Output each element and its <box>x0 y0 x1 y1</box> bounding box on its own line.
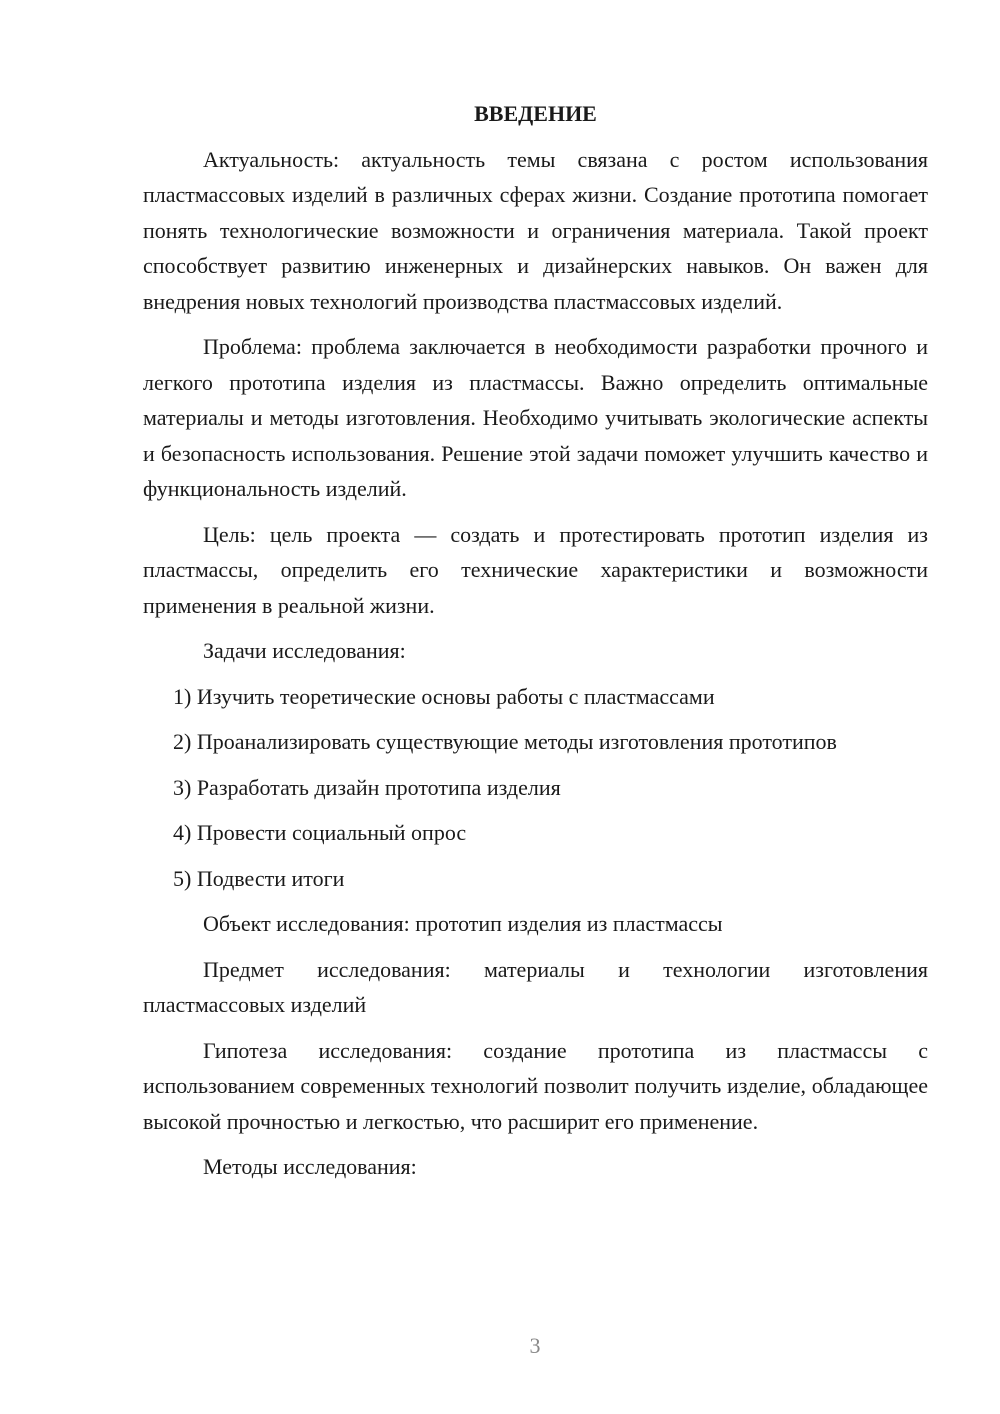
section-heading: ВВЕДЕНИЕ <box>474 101 597 126</box>
object-paragraph: Объект исследования: прототип изделия из пластмассы <box>203 911 723 936</box>
relevance-paragraph: Актуальность: актуальность темы связана с ростом использования пластмассовых изделий в различных сферах жизни. Создание прототипа помогает понять технологические возможности и ограничения материала. Такой проект способствует развитию инженерных и дизайнерских навыков. Он важен для внедрения новых технологий производства пластмассовых изделий. <box>143 146 928 314</box>
subject-paragraph: Предмет исследования: материалы и технологии изготовления пластмассовых изделий <box>143 956 928 1017</box>
task-item-3: 3) Разработать дизайн прототипа изделия <box>173 774 561 800</box>
page-number: 3 <box>529 1333 541 1358</box>
task-item-2: 2) Проанализировать существующие методы изготовления прототипов <box>173 729 837 754</box>
task-item-1: 1) Изучить теоретические основы работы с пластмассами <box>173 683 715 709</box>
hypothesis-paragraph: Гипотеза исследования: создание прототипа из пластмассы с использованием современных технологий позволит получить изделие, обладающее высокой прочностью и легкостью, что расширит его применение. <box>143 1037 928 1134</box>
tasks-title: Задачи исследования: <box>203 638 406 663</box>
methods-title: Методы исследования: <box>203 1154 417 1179</box>
goal-paragraph: Цель: цель проекта — создать и протестировать прототип изделия из пластмассы, определить его технические характеристики и возможности применения в реальной жизни. <box>143 521 928 618</box>
task-item-4: 4) Провести социальный опрос <box>173 820 467 845</box>
problem-paragraph: Проблема: проблема заключается в необходимости разработки прочного и легкого прототипа изделия из пластмассы. Важно определить оптимальные материалы и методы изготовления. Необходимо учитывать экологические аспекты и безопасность использования. Решение этой задачи поможет улучшить качество и функциональность изделий. <box>143 334 928 501</box>
document-body <box>143 96 928 1195</box>
task-item-5: 5) Подвести итоги <box>173 865 345 891</box>
